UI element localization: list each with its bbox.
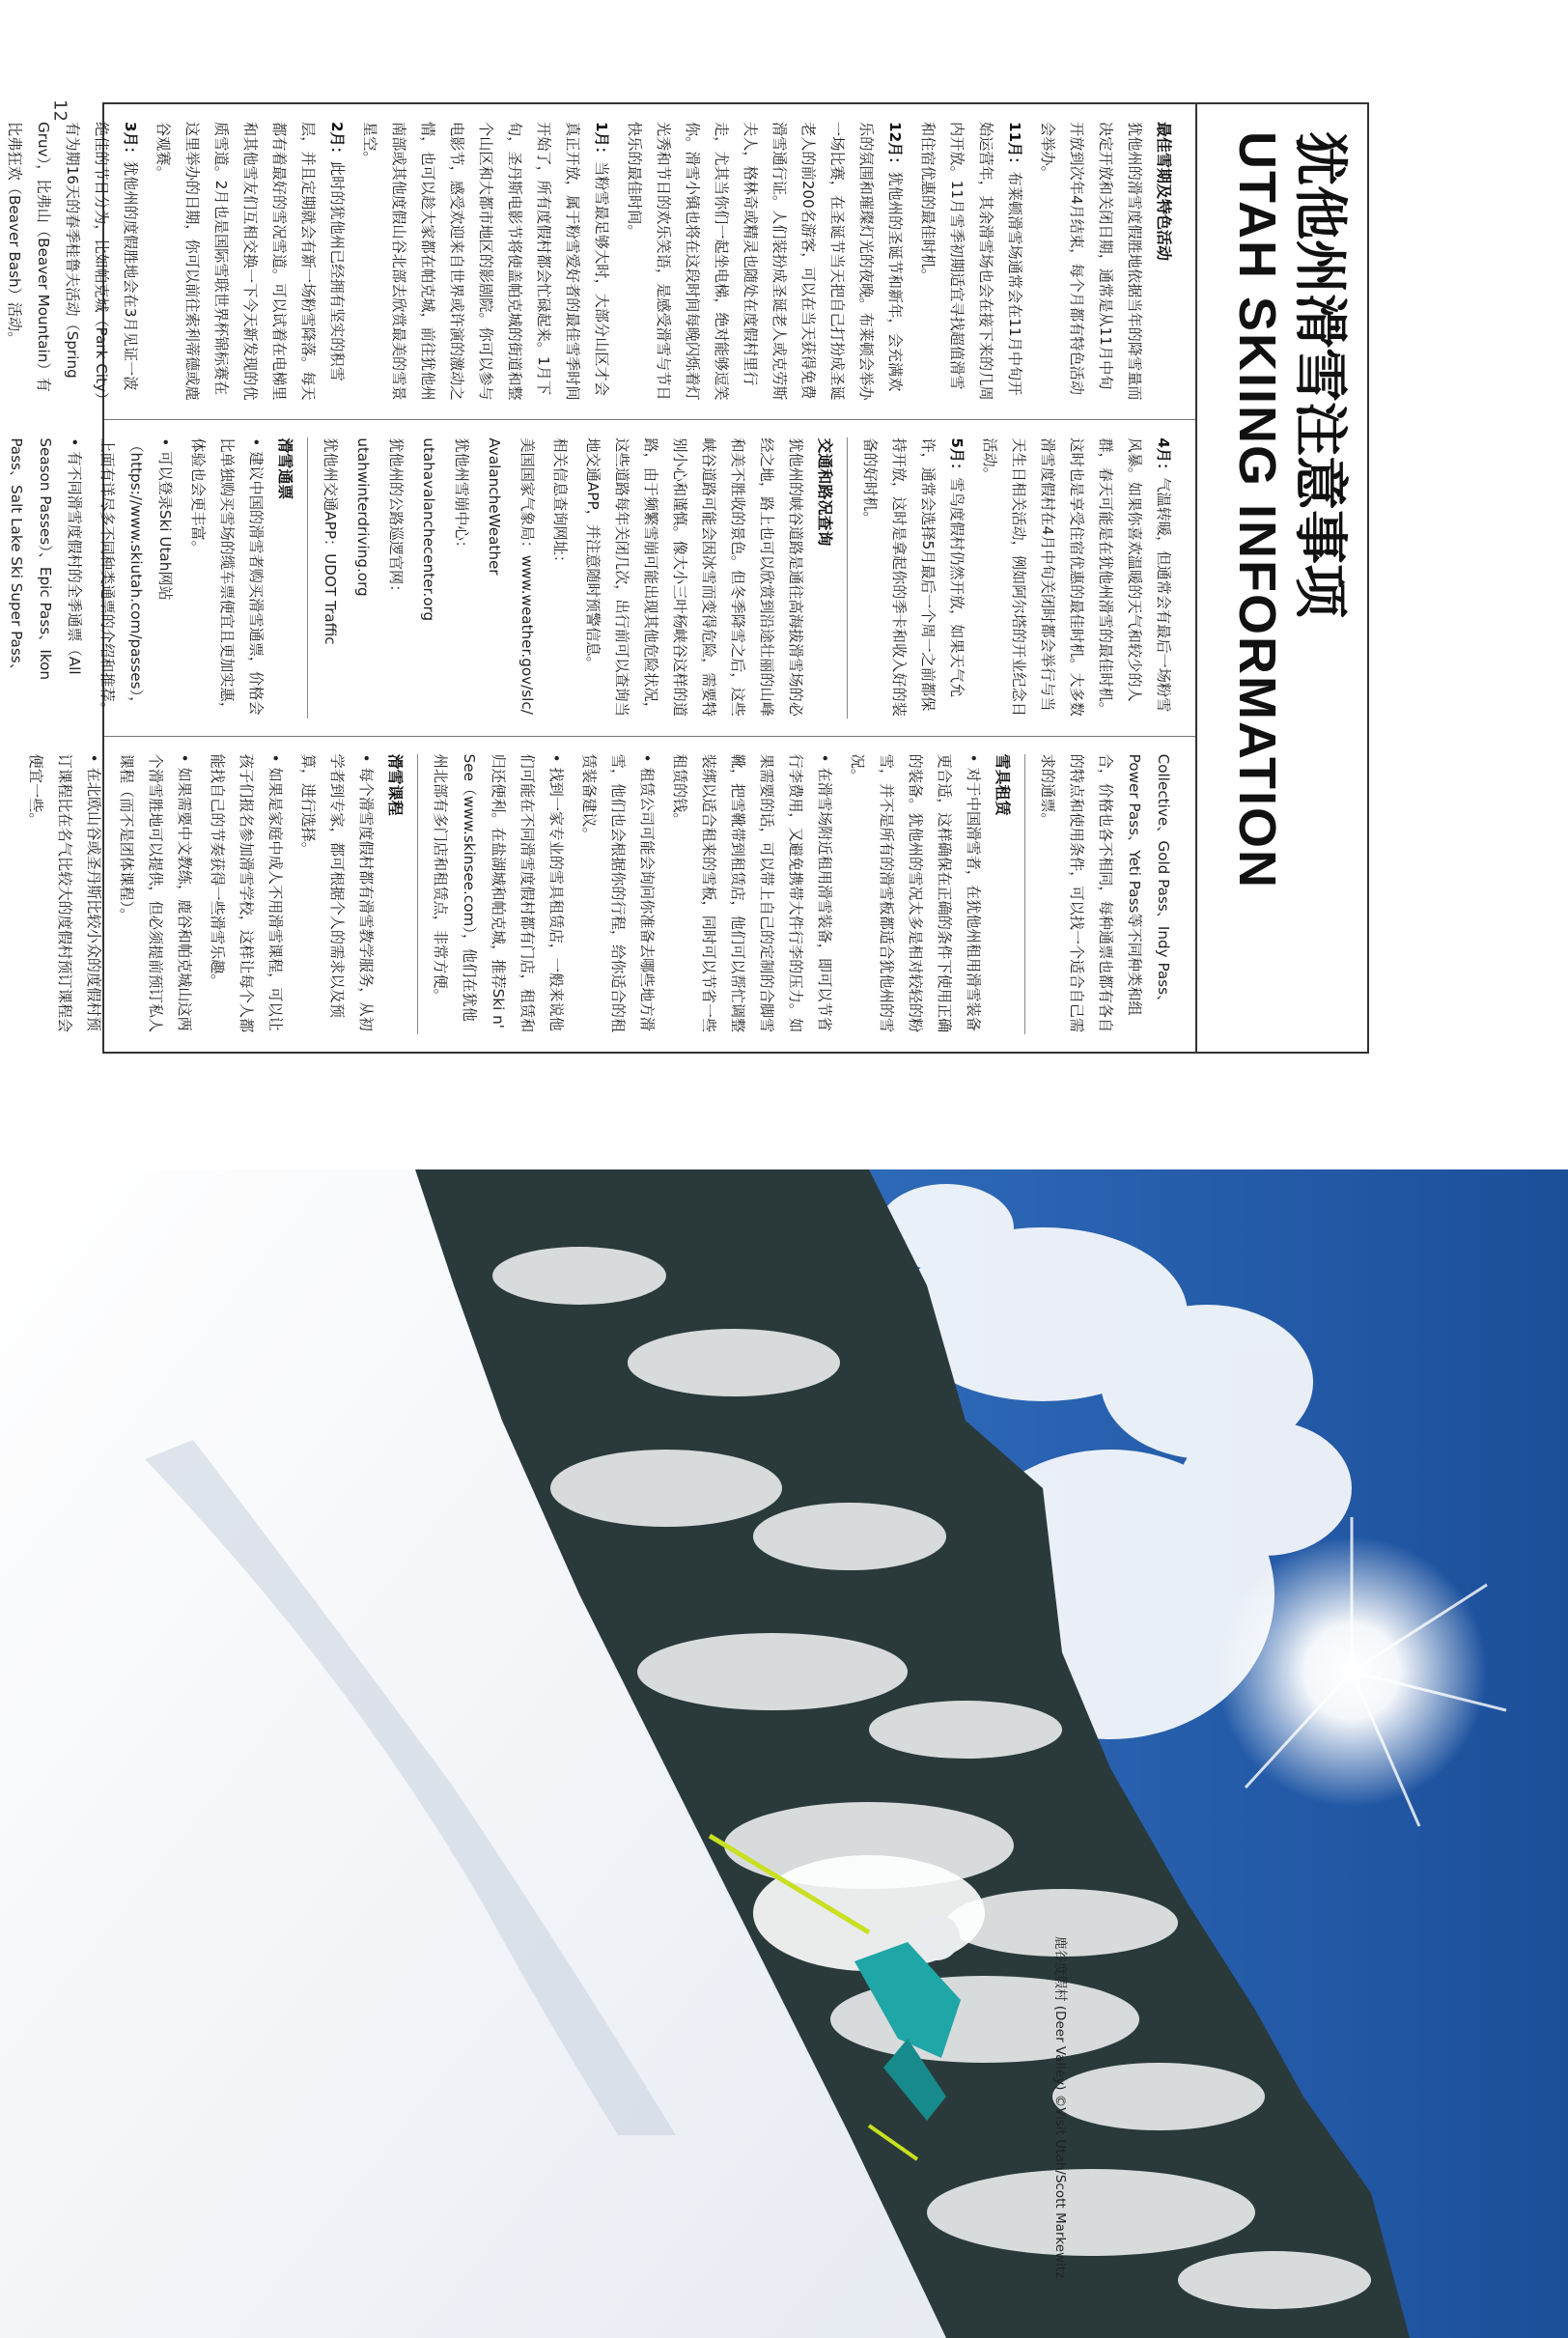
page-number: 12 bbox=[49, 99, 70, 122]
paragraph bbox=[975, 437, 1178, 718]
photo-caption: 鹿谷度假村 (Deer Valley) ©Visit Utah/Scott Markewitz bbox=[1052, 1936, 1068, 2279]
column-1 bbox=[6, 104, 1195, 419]
divider bbox=[847, 437, 848, 718]
page-title-chinese: 犹他州滑雪注意事项 bbox=[1288, 131, 1351, 618]
month-label: 12月： bbox=[886, 122, 904, 172]
text-columns bbox=[6, 104, 1195, 1052]
info-line: 相关信息查询网址： bbox=[551, 437, 569, 571]
paragraph: 犹他州的峡谷道路是通往高海拔滑雪场的必经之地，路上也可以欣赏到沿途壮丽的山峰和美不胜收的景色。但冬季降雪之后，这些峡谷道路可能会因冰雪而变得危险，需要特别小心和谨慎。像大小三叶杨峡谷这样的道路，由于频繁雪崩可能出现其他危险状况，这些道路每年关闭几次，出行前可以查询当地交通APP，并注意随时预警信息。 bbox=[584, 437, 804, 717]
divider bbox=[1024, 754, 1025, 1034]
paragraph: Collective、Gold Pass、Indy Pass、Power Pass、Yeti Pass等不同种类和组合，价格也各不相同，每种通票也都有各自的特点和使用条件，可以找一个适合自己需求的通票。 bbox=[1039, 753, 1172, 1033]
heading-lessons: 滑雪课程 bbox=[386, 753, 405, 816]
list-item: • 租赁公司可能会询问你准备去哪些地方滑雪，他们也会根据你的行程，给你适合的租赁装备建议。 bbox=[574, 754, 661, 1034]
paragraph-text: 犹他州的度假胜地会在3月见证一波绝佳的节日分为，比如帕克城（Park City）有为期16天的春季桂鲁夫活动（Spring Gruv），比弗山（Beaver Mountain）有比弗狂欢（Beaver Bash）活动。 bbox=[6, 122, 139, 400]
month-label: 1月： bbox=[593, 122, 610, 161]
month-label: 5月： bbox=[948, 437, 966, 478]
list-item: • 建议中国的滑雪者购买滑雪通票，价格会比单独购买雪场的缆车票便宜且更加实惠，体验也会更丰富。 bbox=[183, 437, 270, 718]
info-line: utahavalanchecenter.org bbox=[420, 437, 437, 622]
list-item: • 找到一家专业的雪具租赁店，一般来说他们可能在不同滑雪度假村都有门店，租赁和归还便利。在盐湖城和帕克城，推荐Ski n' See（www.skinsee.com），他们在犹他州北部有多门店和租赁点，非常方便。 bbox=[426, 754, 571, 1034]
list-item: • 可以登录Ski Utah网站（https://www.skiutah.com/passes），上面有详尽多不同种类通票的介绍和推荐。 bbox=[93, 437, 180, 718]
list-item: • 在北欧山谷或圣丹斯比较小众的度假村预订课程比在名气比较大的度假村预订课程会便宜一些。 bbox=[21, 754, 108, 1034]
paragraph-text: 气温转暖，但通常会有最后一场粉雪风暴。如果你喜欢温暖的天气和较少的人群，春天可能是在犹他州滑雪的最佳时机。这时也是享受住宿优惠的最佳时机。大多数滑雪度假村在4月中旬关闭时都会举行与当天生日相关活动，例如阿尔塔的开业纪念日活动。 bbox=[981, 437, 1172, 717]
info-line: 犹他州雪崩中心： bbox=[453, 437, 470, 555]
info-line: 美国国家气象局：www.weather.gov/slc/ bbox=[518, 437, 536, 715]
list-item: • 每个滑雪度假村都有滑雪教学服务，从初学者到专家，都可根据个人的需求以及预算，进行选择。 bbox=[294, 754, 380, 1034]
paragraph: 犹他州的滑雪度假胜地依据当年的降雪量而决定开放和关闭日期，通常是从11月中旬开放到次年4月结束，每个月都有特色活动会举办。 bbox=[1039, 122, 1143, 401]
list-item: • 有不同滑雪度假村的全季通票（All Season Passes）、Epic Pass、Ikon Pass、Salt Lake Ski Super Pass、 bbox=[0, 437, 89, 718]
divider bbox=[417, 754, 418, 1034]
paragraph bbox=[0, 122, 145, 402]
month-label: 2月： bbox=[328, 122, 346, 161]
info-line: 犹他州交通APP：UDOT Traffic bbox=[322, 437, 339, 645]
paragraph bbox=[149, 122, 351, 402]
heading-ski-pass: 滑雪通票 bbox=[276, 437, 294, 500]
paragraph bbox=[913, 122, 1029, 402]
paragraph-text: 雪鸟度假村仍然开放，如果天气允许，通常会选择5月最后一个周一之前都保持开放，这时是拿起你的季卡和收入好的装备的好时机。 bbox=[861, 437, 966, 717]
info-line: AvalancheWeather bbox=[486, 437, 503, 576]
list-item: • 如果是家庭中成人不用滑雪课程，可以让孩子们报名参加滑雪学校，这样让每个人都能找自己的节奏获得一些滑雪乐趣。 bbox=[203, 754, 290, 1034]
lessons-list bbox=[21, 754, 380, 1034]
month-label: 4月： bbox=[1155, 437, 1172, 478]
rental-list bbox=[426, 754, 988, 1034]
title-band bbox=[1195, 104, 1367, 1052]
divider bbox=[307, 437, 308, 718]
paragraph-text: 犹他州的圣诞节和新年，会充满欢乐的氛围和璀璨灯光的夜晚。布莱顿会举办一场比赛，在圣诞节当天把自己打扮成圣诞老人的前200名游客，可以在当天获得免费滑雪通行证。人们装扮成圣诞老人或克劳斯夫人，格林奇或精灵也随处在度假村里行走，尤其当你们一起坐电梯，绝对能够逗笑你。滑雪小镇也将在这段时间每晚闪烁着灯光秀和节日的欢乐笑语，是感受滑雪与节日快乐的最佳时间。 bbox=[626, 122, 904, 401]
paragraph bbox=[620, 122, 910, 402]
page-title-english: UTAH SKIING INFORMATION bbox=[1228, 131, 1286, 889]
column-3 bbox=[27, 736, 1195, 1052]
skier-photo-art bbox=[0, 1169, 1568, 2338]
heading-rental: 雪具租赁 bbox=[994, 753, 1012, 816]
info-line: 犹他州的公路巡逻官网： bbox=[387, 437, 405, 600]
paragraph bbox=[855, 437, 971, 718]
list-item: • 在滑雪场附近租用滑雪装备，即可以节省行李费用，又避免携带大件行李的压力。如果需要的话，可以带上自己的定制的合脚雪靴，把雪靴带到租赁店，他们可以帮忙调整装绑以适合租来的雪板，同时可以节省一些租赁的钱。 bbox=[665, 754, 839, 1034]
paragraph-text: 当粉雪最足够大时，大部分山区才会真正开放，属于粉雪爱好者的最佳雪季时间开始了，所有度假村都会忙碌起来。1月下旬，圣丹斯电影节将使盖帕克城的街道和整个山区和大都市地区的影剧院。你可以参与电影节，感受欢迎来自世界或许演的激动之情，也可以趁大家都在帕克城，前往犹他州南部或其他度假山谷北部去欣赏最美的雪景星空。 bbox=[361, 122, 610, 401]
info-sheet bbox=[6, 102, 1369, 1054]
paragraph-text: 此时的犹他州已经拥有坚实的积雪层，并且定期就会有新一场粉雪降落。每天都有着最好的雪况雪道。可以试着在电梯里和其他雪友们互相交换一下今天新发现的优质雪道。2月也是国际雪联世界杯锦标赛在这里举办的日期，你可以前往索利蒂德或鹿谷观赛。 bbox=[154, 122, 346, 401]
heading-traffic: 交通和路况查询 bbox=[816, 437, 834, 547]
skier-photo bbox=[0, 1169, 1568, 2338]
column-2 bbox=[8, 419, 1195, 735]
paragraph-text: 布莱顿滑雪场通常会在11月中旬开始运营年，其余滑雪场也会在接下来的几周内开放。11月雪季初期适宜寻找超值滑雪和住宿优惠的最佳时机。 bbox=[919, 122, 1023, 401]
month-label: 3月： bbox=[122, 122, 139, 161]
skier-helmet bbox=[913, 1914, 960, 1960]
ski-pass-list bbox=[0, 437, 270, 718]
info-line: utahwinterdriving.org bbox=[354, 437, 372, 597]
paragraph bbox=[355, 122, 616, 402]
heading-best-season: 最佳雪期及特色活动 bbox=[1155, 122, 1173, 262]
list-item: • 如果需要中文教练，鹿谷和帕克城山这两个滑雪胜地可以提供，但必须提前预订私人课程（而不是团体课程）。 bbox=[112, 754, 199, 1034]
list-item: • 对于中国滑雪者，在犹他州租用滑雪装备更合适，这样确保在正确的条件下使用正确的装备。犹他州的雪况太多是相对较轻的粉雪，并不是所有的滑雪板都适合犹他州的雪况。 bbox=[843, 754, 988, 1034]
month-label: 11月： bbox=[1006, 122, 1023, 172]
